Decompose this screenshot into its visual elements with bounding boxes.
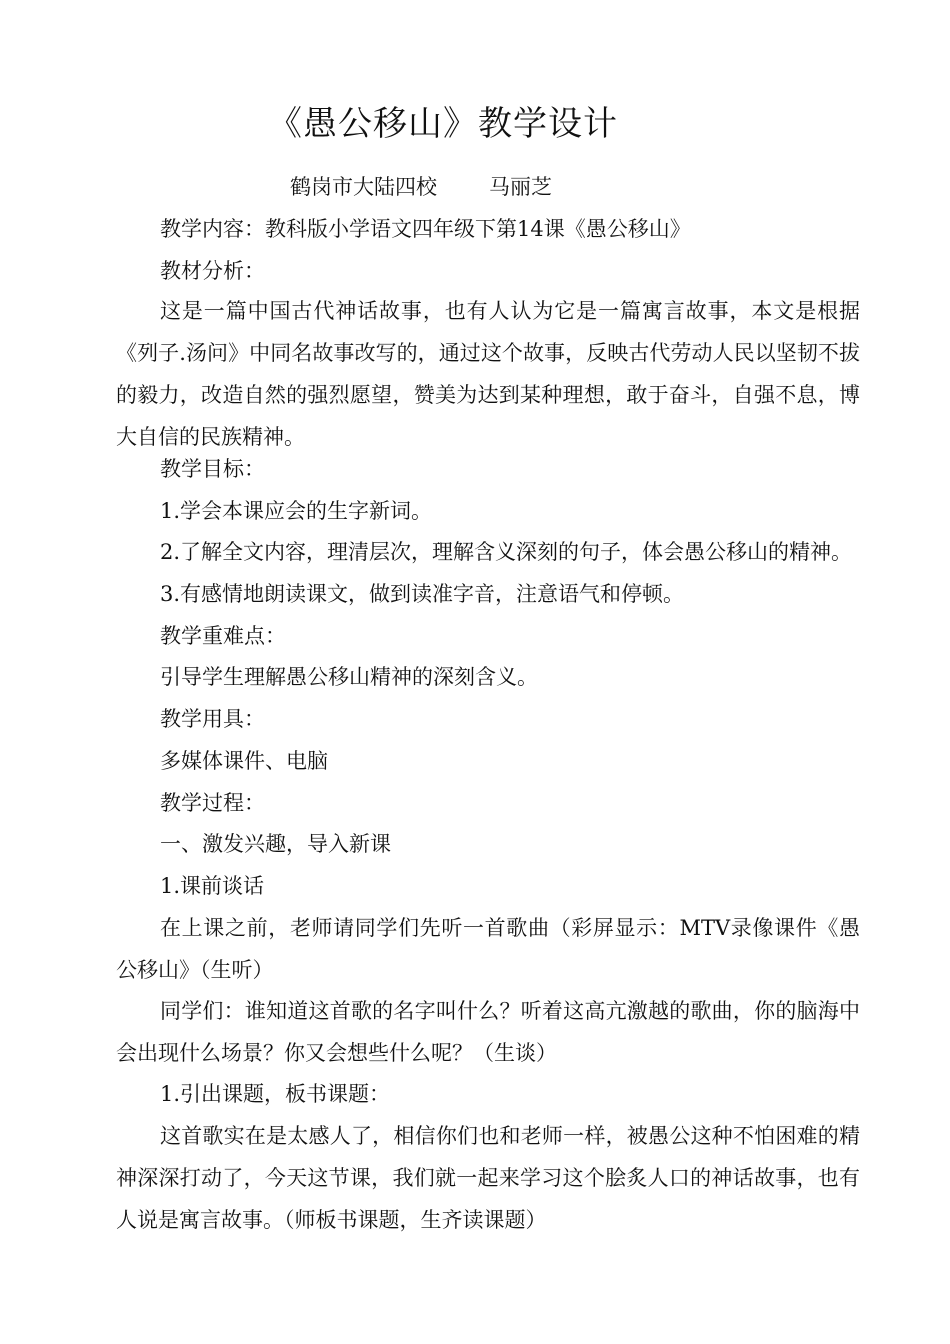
teaching-content-line: 教学内容：教科版小学语文四年级下第14课《愚公移山》: [160, 217, 691, 241]
goal-item-1: 1.学会本课应会的生字新词。: [160, 499, 433, 523]
step-two-heading: 1.引出课题，板书课题：: [160, 1082, 391, 1106]
section-one-heading: 一、激发兴趣，导入新课: [160, 832, 391, 856]
material-analysis-paragraph: 这是一篇中国古代神话故事，也有人认为它是一篇寓言故事，本文是根据《列子.汤问》中同名故事改写的，通过这个故事，反映古代劳动人民以坚韧不拔的毅力，改造自然的强烈愿望，赞美为达到某种理想，敢于奋斗，自强不息，博大自信的民族精神。: [116, 299, 860, 449]
teaching-tools-text: 多媒体课件、电脑: [160, 749, 328, 773]
document-title: 《愚公移山》教学设计: [268, 104, 618, 144]
step-one-heading: 1.课前谈话: [160, 874, 265, 898]
song-paragraph: 在上课之前，老师请同学们先听一首歌曲（彩屏显示：MTV录像课件《愚公移山》（生听）: [116, 916, 860, 982]
author-school: 鹤岗市大陆四校: [290, 175, 437, 199]
teaching-process-heading: 教学过程：: [160, 791, 265, 815]
author-byline: [290, 172, 552, 202]
goal-item-2: 2.了解全文内容，理清层次，理解含义深刻的句子，体会愚公移山的精神。: [160, 540, 853, 564]
material-analysis-heading: 教材分析：: [160, 259, 265, 283]
author-name: 马丽芝: [489, 175, 552, 199]
teaching-goals-heading: 教学目标：: [160, 457, 265, 481]
question-paragraph: 同学们：谁知道这首歌的名字叫什么？听着这高亢激越的歌曲，你的脑海中会出现什么场景？你又会想些什么呢？（生谈）: [116, 999, 860, 1065]
teaching-tools-heading: 教学用具：: [160, 707, 265, 731]
key-points-heading: 教学重难点：: [160, 624, 286, 648]
intro-paragraph: 这首歌实在是太感人了，相信你们也和老师一样，被愚公这种不怕困难的精神深深打动了，今天这节课，我们就一起来学习这个脍炙人口的神话故事，也有人说是寓言故事。（师板书课题，生齐读课题）: [116, 1124, 860, 1232]
key-points-text: 引导学生理解愚公移山精神的深刻含义。: [160, 665, 538, 689]
goal-item-3: 3.有感情地朗读课文，做到读准字音，注意语气和停顿。: [160, 582, 685, 606]
